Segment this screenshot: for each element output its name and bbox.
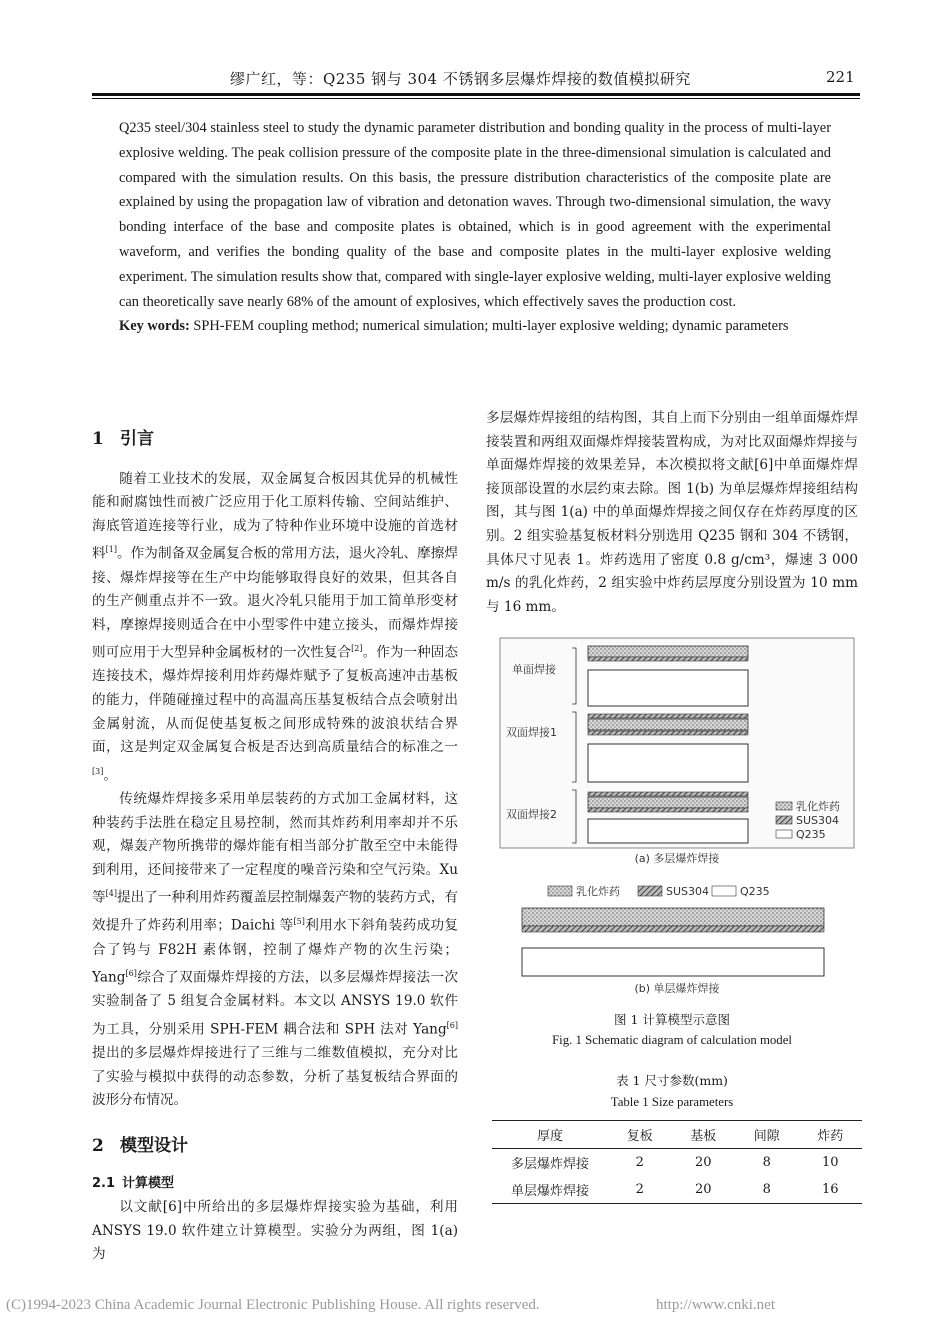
table-header-cell: 厚度 — [536, 1129, 563, 1144]
table-header-cell: 炸药 — [817, 1129, 844, 1144]
model-paragraph-start: 以文献[6]中所给出的多层爆炸焊接实验为基础，利用 ANSYS 19.0 软件建立计算模型。实验分为两组，图 1(a) 为 — [92, 1198, 458, 1263]
page-number: 221 — [826, 68, 855, 86]
section-2-heading: 2 模型设计 — [92, 1135, 188, 1156]
legend-sus304: SUS304 — [796, 814, 840, 827]
table-row — [492, 1149, 862, 1177]
keywords-label: Key words: — [119, 318, 190, 335]
table-cell: 2 — [635, 1182, 644, 1197]
sus304-layer — [588, 792, 748, 796]
q235-plate — [588, 744, 748, 782]
q235-plate — [588, 670, 748, 706]
table-header-row — [492, 1121, 862, 1149]
header-rule — [92, 93, 860, 96]
label-single-weld: 单面焊接 — [512, 663, 556, 676]
table-header-cell: 基板 — [690, 1129, 717, 1144]
abstract-english — [119, 116, 831, 339]
table-cell: 8 — [762, 1155, 771, 1170]
subcaption-b: (b) 单层爆炸焊接 — [634, 982, 720, 995]
sus304-layer — [588, 731, 748, 735]
running-header-title: 缪广红，等：Q235 钢与 304 不锈钢多层爆炸焊接的数值模拟研究 — [230, 70, 691, 88]
q235-plate — [588, 819, 748, 843]
explosive-layer-b — [522, 908, 824, 926]
label-double-weld-1: 双面焊接1 — [506, 726, 557, 739]
table-cell: 8 — [762, 1182, 771, 1197]
table-cell: 20 — [694, 1155, 712, 1170]
section-1-heading: 1 引言 — [92, 429, 154, 449]
figure-caption-en: Fig. 1 Schematic diagram of calculation model — [552, 1033, 792, 1047]
legend-b-q235: Q235 — [740, 885, 770, 898]
left-column — [92, 428, 458, 1267]
table-cell: 2 — [635, 1155, 644, 1170]
table-caption-en: Table 1 Size parameters — [610, 1095, 734, 1109]
legend-q235: Q235 — [796, 828, 826, 841]
explosive-layer — [588, 797, 748, 808]
size-table — [492, 1120, 862, 1204]
sus304-layer — [588, 657, 748, 661]
sus304-layer-b — [522, 926, 824, 932]
table-header-cell: 间隙 — [753, 1129, 780, 1144]
table-header-cell: 复板 — [626, 1129, 653, 1144]
table-cell: 多层爆炸焊接 — [510, 1157, 589, 1172]
table-cell: 10 — [821, 1155, 839, 1170]
explosive-layer — [588, 719, 748, 730]
intro-paragraph-2: 传统爆炸焊接多采用单层装药的方式加工金属材料，这种装药手法胜在稳定且易控制，然而其炸药利用率却并不乐观，爆轰产物所携带的爆炸能有相当部分扩散至空中未能得到利用，还间接带来了一定程度的噪音污染和空气污染。Xu 等[4]提出了一种利用炸药覆盖层控制爆轰产物的装药方式，有效提升了炸药利用率；Daichi 等[5]利用水下斜角装药成功复合了钨与 F82H 素体钢，控制了爆炸产物的次生污染；Yang[6]综合了双面爆炸焊接的方法，以多层爆炸焊接法一次实验制备了 5 组复合金属材料。本文以 ANSYS 19.0 软件为工具，分别采用 SPH-FEM 耦合法和 SPH 法对 Yang[6]提出的多层爆炸焊接进行了三维与二维数值模拟，充分对比了实验与模拟中获得的动态参数，分析了基复板结合界面的波形分布情况。 — [92, 790, 459, 1109]
subsection-2-1-heading: 2.1 计算模型 — [92, 1176, 175, 1192]
legend-b-explosive: 乳化炸药 — [576, 885, 620, 898]
subcaption-a: (a) 多层爆炸焊接 — [634, 852, 720, 865]
table-cell: 16 — [821, 1182, 839, 1197]
explosive-layer — [588, 646, 748, 657]
legend-b-sus304: SUS304 — [666, 885, 710, 898]
table-row — [492, 1176, 862, 1204]
label-double-weld-2: 双面焊接2 — [506, 808, 557, 821]
intro-paragraph-1: 随着工业技术的发展，双金属复合板因其优异的机械性能和耐腐蚀性而被广泛应用于化工原料传输、空间站维护、海底管道连接等行业，成为了特种作业环境中设施的首选材料[1]。作为制备双金属复合板的常用方法，退火冷轧、摩擦焊接、爆炸焊接等在生产中均能够取得良好的效果，但其各自的生产侧重点并不一致。退火冷轧只能用于加工简单形变材料，摩擦焊接则适合在中小型零件中建立接头，而爆炸焊接则可应用于大型异种金属板材的一次性复合[2]。作为一种固态连接技术，爆炸焊接利用炸药爆炸赋予了复板高速冲击基板的能力，伴随碰撞过程中的高温高压基复板结合点会喷射出金属射流，从而促使基复板之间形成特殊的波浪状结合界面，这是判定双金属复合板是否达到高质量结合的标准之一[3]。 — [92, 470, 458, 784]
abstract-text: Q235 steel/304 stainless steel to study the dynamic parameter distribution and bonding quality in the process of multi-layer explosive welding. The peak collision pressure of the composite plate in the three-dimensional simulation is calculated and compared with the simulation results. On this basis, the pressure distribution characteristics of the composite plate are explained by using the propagation law of vibration and detonation waves. Through two-dimensional simulation, the wavy bonding interface of the base and composite plates is obtained, which is in good agreement with the experimental waveform, and verifies the bonding quality of the base and composite plates in the multi-layer explosive welding experiment. The simulation results show that, compared with single-layer explosive welding, multi-layer explosive welding can theoretically save nearly 68% of the amount of explosives, which effectively saves the production cost. — [119, 120, 831, 310]
right-column — [486, 407, 858, 619]
legend-explosive: 乳化炸药 — [796, 800, 840, 813]
keywords: SPH-FEM coupling method; numerical simulation; multi-layer explosive welding; dynamic parameters — [193, 318, 789, 335]
table-cell: 20 — [694, 1182, 712, 1197]
cnki-link[interactable]: http://www.cnki.net — [656, 1297, 776, 1313]
figure-caption-cn: 图 1 计算模型示意图 — [614, 1012, 730, 1027]
header-rule-thin — [92, 98, 860, 99]
copyright-footer: (C)1994-2023 China Academic Journal Electronic Publishing House. All rights reserved. — [6, 1297, 540, 1313]
model-paragraph-cont: 多层爆炸焊接组的结构图，其自上而下分别由一组单面爆炸焊接装置和两组双面爆炸焊接装置构成，为对比双面爆炸焊接与单面爆炸焊接的效果差异，本次模拟将文献[6]中单面爆炸焊接顶部设置的水层约束去除。图 1(b) 为单层爆炸焊接组结构图，其与图 1(a) 中的单面爆炸焊接之间仅存在炸药厚度的区别。2 组实验基复板材料分别选用 Q235 钢和 304 不锈钢，具体尺寸见表 1。炸药选用了密度 0.8 g/cm³，爆速 3 000 m/s 的乳化炸药，2 组实验中炸药层厚度分别设置为 10 mm 与 16 mm。 — [486, 410, 858, 615]
q235-plate-b — [522, 948, 824, 976]
sus304-layer — [588, 808, 748, 812]
table-cell: 单层爆炸焊接 — [510, 1184, 589, 1199]
table-caption-cn: 表 1 尺寸参数(mm) — [616, 1073, 728, 1088]
sus304-layer — [588, 714, 748, 718]
figure-1 — [492, 636, 862, 1002]
